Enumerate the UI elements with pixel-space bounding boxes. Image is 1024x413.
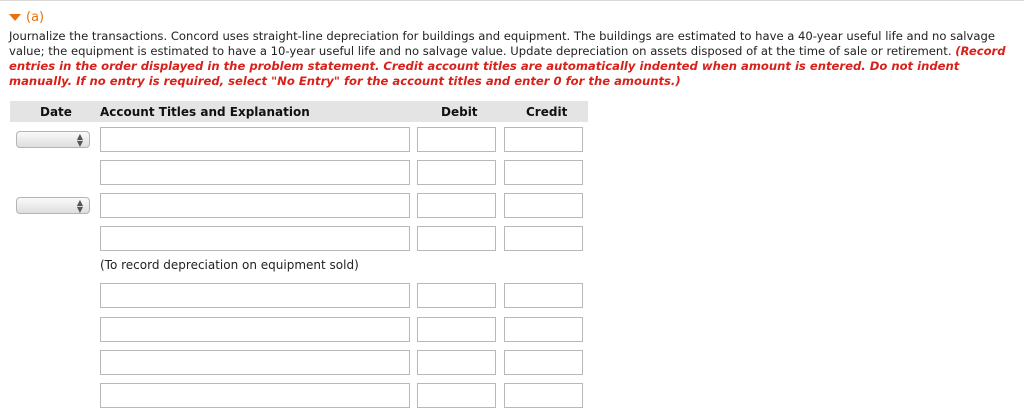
- credit-input[interactable]: [504, 283, 583, 308]
- credit-input[interactable]: [504, 317, 583, 342]
- debit-input[interactable]: [417, 127, 496, 152]
- header-account: Account Titles and Explanation: [100, 105, 310, 119]
- table-header: [10, 101, 588, 122]
- debit-input[interactable]: [417, 317, 496, 342]
- credit-input[interactable]: [504, 383, 583, 408]
- debit-input[interactable]: [417, 193, 496, 218]
- instructions-text: Journalize the transactions. Concord uses straight-line depreciation for buildings and equipment. The buildings are estimated to have a 40-year useful life and no salvage value; the equipment is estimated to have a 10-year useful life and no salvage value. Update depreciation on assets disposed of at the time of sale or retirement.: [9, 29, 995, 58]
- account-title-input[interactable]: [100, 160, 410, 185]
- part-label: (a): [26, 9, 45, 25]
- account-title-input[interactable]: [100, 127, 410, 152]
- journal-entry-table: [10, 101, 588, 272]
- debit-input[interactable]: [417, 383, 496, 408]
- header-date: Date: [40, 105, 72, 119]
- part-a-header[interactable]: [9, 8, 44, 26]
- table-row: [10, 193, 588, 219]
- date-select[interactable]: [16, 197, 90, 214]
- account-title-input[interactable]: [100, 350, 410, 375]
- credit-input[interactable]: [504, 193, 583, 218]
- credit-input[interactable]: [504, 127, 583, 152]
- debit-input[interactable]: [417, 160, 496, 185]
- table-row: [10, 226, 588, 252]
- collapse-caret-icon[interactable]: [9, 14, 21, 21]
- table-row: [10, 127, 588, 153]
- table-row: [10, 317, 588, 343]
- account-title-input[interactable]: [100, 383, 410, 408]
- instructions: [9, 29, 1015, 89]
- top-divider: [0, 0, 1024, 1]
- date-select[interactable]: [16, 131, 90, 148]
- header-credit: Credit: [526, 105, 568, 119]
- account-title-input[interactable]: [100, 317, 410, 342]
- credit-input[interactable]: [504, 160, 583, 185]
- account-title-input[interactable]: [100, 193, 410, 218]
- account-title-input[interactable]: [100, 283, 410, 308]
- select-arrows-icon: ▲ ▼: [76, 132, 83, 148]
- credit-input[interactable]: [504, 226, 583, 251]
- table-row: [10, 283, 588, 309]
- debit-input[interactable]: [417, 226, 496, 251]
- entry-explanation: (To record depreciation on equipment sold): [100, 258, 359, 272]
- table-row: [10, 160, 588, 186]
- debit-input[interactable]: [417, 350, 496, 375]
- header-debit: Debit: [441, 105, 478, 119]
- table-row: [10, 350, 588, 376]
- instructions-note: (Record entries in the order displayed in the problem statement. Credit account titles are automatically indented when amount is entered. Do not indent manually. If no entry is required, select "No Entry" for the account titles and enter 0 for the amounts.): [9, 44, 1006, 88]
- select-arrows-icon: ▲ ▼: [76, 198, 83, 214]
- table-row: [10, 383, 588, 409]
- debit-input[interactable]: [417, 283, 496, 308]
- credit-input[interactable]: [504, 350, 583, 375]
- account-title-input[interactable]: [100, 226, 410, 251]
